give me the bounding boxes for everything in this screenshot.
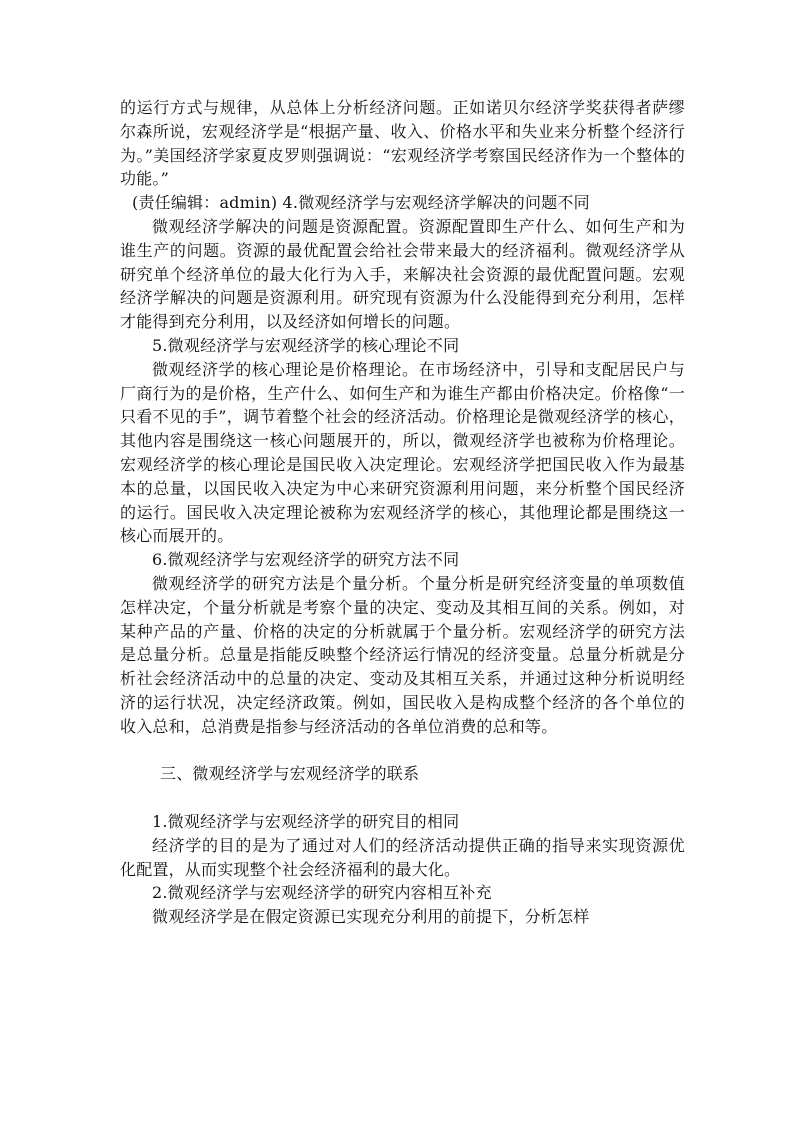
- paragraph-research-purpose: 经济学的目的是为了通过对人们的经济活动提供正确的指导来实现资源优化配置，从而实现整个社会经济福利的最大化。: [120, 835, 685, 879]
- paragraph-core-theory: 微观经济学的核心理论是价格理论。在市场经济中，引导和支配居民户与厂商行为的是价格，生产什么、如何生产和为谁生产都由价格决定。价格像“一只看不见的手”，调节着整个社会的经济活动。价格理论是微观经济学的核心，其他内容是围绕这一核心问题展开的，所以，微观经济学也被称为价格理论。宏观经济学的核心理论是国民收入决定理论。宏观经济学把国民收入作为最基本的总量，以国民收入决定为中心来研究资源利用问题，来分析整个国民经济的运行。国民收入决定理论被称为宏观经济学的核心，其他理论都是围绕这一核心而展开的。: [120, 359, 685, 546]
- paragraph-problems-solved: 微观经济学解决的问题是资源配置。资源配置即生产什么、如何生产和为谁生产的问题。资源的最优配置会给社会带来最大的经济福利。微观经济学从研究单个经济单位的最大化行为入手，来解决社会资源的最优配置问题。宏观经济学解决的问题是资源利用。研究现有资源为什么没能得到充分利用，怎样才能得到充分利用，以及经济如何增长的问题。: [120, 216, 685, 332]
- paragraph-research-method: 微观经济学的研究方法是个量分析。个量分析是研究经济变量的单项数值怎样决定，个量分析就是考察个量的决定、变动及其相互间的关系。例如，对某种产品的产量、价格的决定的分析就属于个量分析。宏观经济学的研究方法是总量分析。总量是指能反映整个经济运行情况的经济变量。总量分析就是分析社会经济活动中的总量的决定、变动及其相互关系，并通过这种分析说明经济的运行状况，决定经济政策。例如，国民收入是构成整个经济的各个单位的收入总和，总消费是指参与经济活动的各单位消费的总和等。: [120, 573, 685, 736]
- editor-note-and-heading-4: (责任编辑：admin) 4.微观经济学与宏观经济学解决的问题不同: [132, 193, 590, 213]
- section-3-heading: 三、微观经济学与宏观经济学的联系: [160, 764, 420, 784]
- heading-1-research-purpose: 1.微观经济学与宏观经济学的研究目的相同: [152, 811, 460, 831]
- heading-2-research-content: 2.微观经济学与宏观经济学的研究内容相互补充: [152, 883, 492, 903]
- paragraph-macro-definition: 的运行方式与规律，从总体上分析经济问题。正如诺贝尔经济学奖获得者萨缪尔森所说，宏观经济学是“根据产量、收入、价格水平和失业来分析整个经济行为。”美国经济学家夏皮罗则强调说：“宏观经济学考察国民经济作为一个整体的功能。”: [120, 98, 685, 189]
- spacer: [120, 786, 685, 810]
- spacer: [120, 739, 685, 763]
- heading-6-research-method: 6.微观经济学与宏观经济学的研究方法不同: [152, 550, 460, 570]
- heading-5-core-theory: 5.微观经济学与宏观经济学的核心理论不同: [152, 335, 460, 355]
- paragraph-research-content: 微观经济学是在假定资源已实现充分利用的前提下，分析怎样: [152, 907, 590, 927]
- document-body: [120, 96, 685, 929]
